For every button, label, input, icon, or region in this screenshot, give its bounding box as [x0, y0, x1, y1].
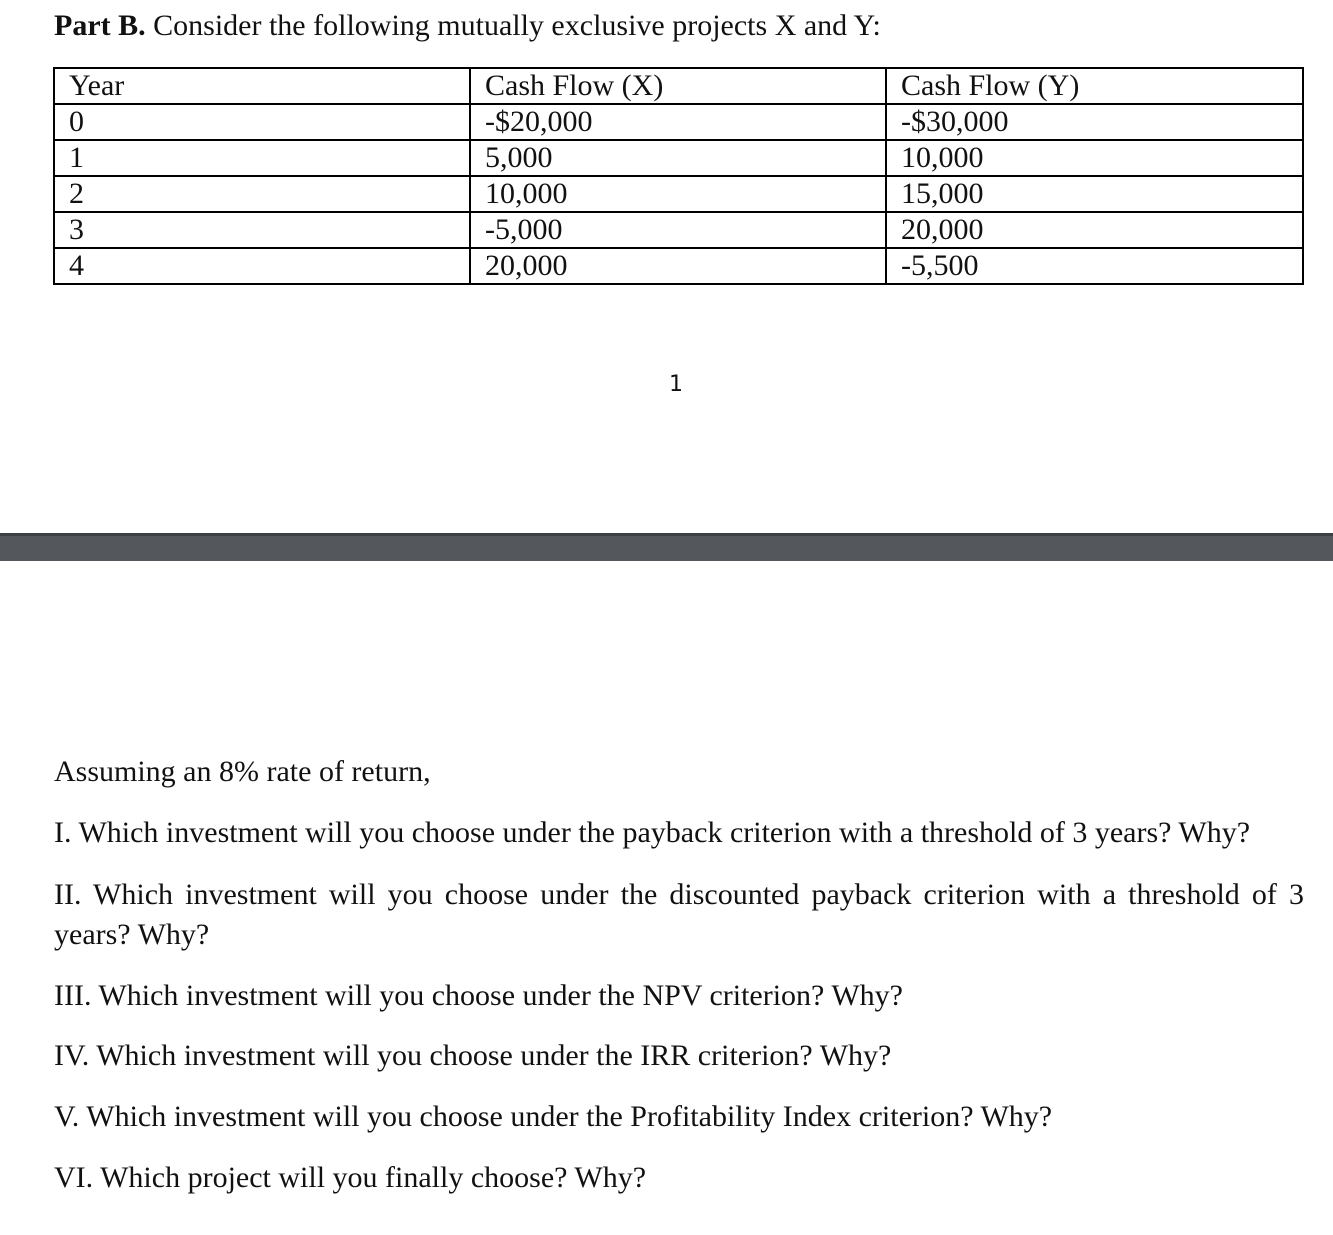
year-cell: 4: [54, 248, 470, 284]
table-row: [54, 248, 1303, 284]
year-cell: 2: [54, 176, 470, 212]
header-year: Year: [54, 68, 470, 104]
question-3: III. Which investment will you choose under the NPV criterion? Why?: [54, 979, 903, 1012]
question-6: VI. Which project will you finally choose? Why?: [54, 1161, 647, 1194]
cash-flow-y-cell: -$30,000: [886, 104, 1303, 140]
part-label: Part B.: [54, 9, 146, 42]
cash-flow-x-cell: -$20,000: [470, 104, 886, 140]
table-row: [54, 104, 1303, 140]
page-separator: [0, 533, 1333, 561]
cash-flow-x-cell: 5,000: [470, 140, 886, 176]
cash-flow-y-cell: -5,500: [886, 248, 1303, 284]
cash-flow-x-cell: -5,000: [470, 212, 886, 248]
cash-flow-y-cell: 20,000: [886, 212, 1303, 248]
question-1: I. Which investment will you choose under the payback criterion with a threshold of 3 years? Why?: [54, 816, 1251, 849]
header-cash-flow-y: Cash Flow (Y): [886, 68, 1303, 104]
part-heading: [54, 8, 881, 44]
year-cell: 0: [54, 104, 470, 140]
cash-flow-x-cell: 10,000: [470, 176, 886, 212]
part-description: Consider the following mutually exclusive projects X and Y:: [145, 9, 881, 42]
cash-flow-y-cell: 15,000: [886, 176, 1303, 212]
question-5: V. Which investment will you choose under the Profitability Index criterion? Why?: [54, 1100, 1053, 1133]
page-number: 1: [669, 372, 683, 397]
table-row: [54, 140, 1303, 176]
table-row: [54, 176, 1303, 212]
cash-flow-y-cell: 10,000: [886, 140, 1303, 176]
cash-flow-x-cell: 20,000: [470, 248, 886, 284]
cash-flow-table: [53, 67, 1304, 285]
table-header-row: [54, 68, 1303, 104]
question-4: IV. Which investment will you choose under the IRR criterion? Why?: [54, 1039, 892, 1072]
question-2: II. Which investment will you choose under the discounted payback criterion with a threshold of 3 years? Why?: [54, 878, 1304, 951]
year-cell: 3: [54, 212, 470, 248]
intro-text: Assuming an 8% rate of return,: [54, 755, 431, 788]
table-row: [54, 212, 1303, 248]
year-cell: 1: [54, 140, 470, 176]
header-cash-flow-x: Cash Flow (X): [470, 68, 886, 104]
